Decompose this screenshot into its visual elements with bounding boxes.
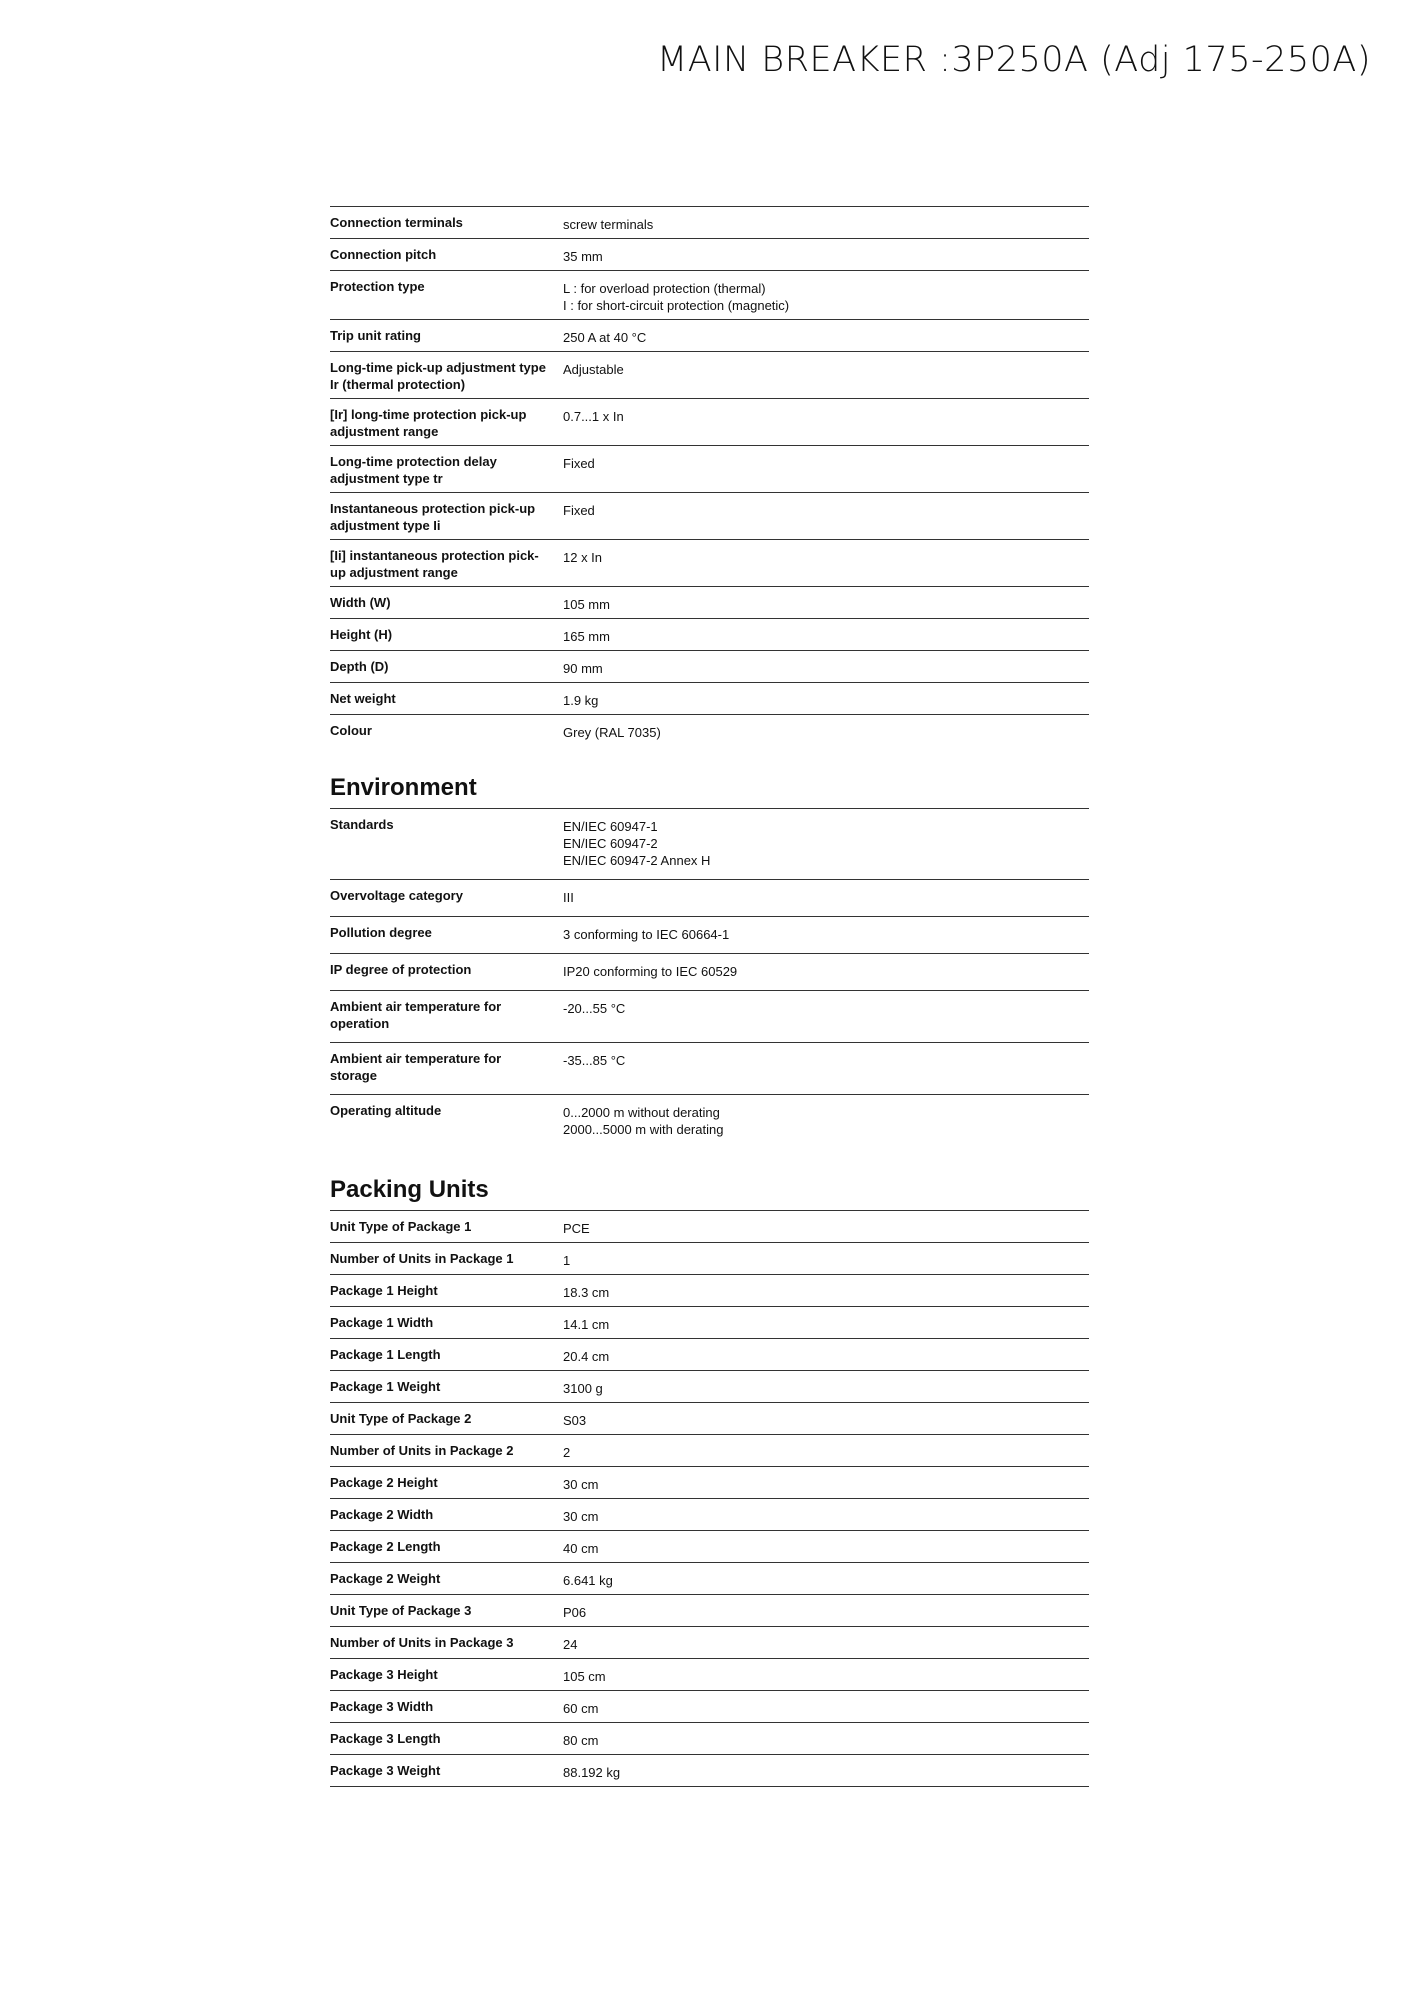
spec-row <box>330 1371 1089 1403</box>
spec-label: Package 1 Height <box>330 1283 438 1298</box>
spec-label: Package 1 Length <box>330 1347 441 1362</box>
spec-value: 14.1 cm <box>563 1317 610 1332</box>
spec-value: 6.641 kg <box>563 1573 613 1588</box>
spec-value: S03 <box>563 1413 587 1428</box>
spec-label: Package 2 Height <box>330 1475 438 1490</box>
spec-label: Package 3 Length <box>330 1731 441 1746</box>
environment-heading: Environment <box>330 774 477 801</box>
spec-value: 30 cm <box>563 1509 599 1524</box>
spec-row <box>330 991 1089 1043</box>
spec-label: Package 3 Width <box>330 1699 434 1714</box>
spec-label: Ambient air temperature for operation <box>330 999 502 1031</box>
spec-label: Long-time pick-up adjustment type Ir (thermal protection) <box>330 360 546 392</box>
spec-row <box>330 1595 1089 1627</box>
spec-label: Unit Type of Package 3 <box>330 1603 472 1618</box>
spec-row <box>330 399 1089 446</box>
spec-value: 1.9 kg <box>563 693 599 708</box>
spec-label: Overvoltage category <box>330 888 463 903</box>
spec-row <box>330 619 1089 651</box>
spec-label: Instantaneous protection pick-up adjustment type Ii <box>330 501 536 533</box>
spec-value: PCE <box>563 1221 590 1236</box>
spec-value: screw terminals <box>563 217 654 232</box>
spec-value: 3 conforming to IEC 60664-1 <box>563 927 730 942</box>
spec-value: 40 cm <box>563 1541 599 1556</box>
spec-label: Package 2 Weight <box>330 1571 441 1586</box>
spec-label: Package 2 Length <box>330 1539 441 1554</box>
spec-row <box>330 1275 1089 1307</box>
spec-value: 0...2000 m without derating 2000...5000 m with derating <box>563 1105 724 1137</box>
spec-label: Operating altitude <box>330 1103 442 1118</box>
spec-value: Grey (RAL 7035) <box>563 725 661 740</box>
spec-row <box>330 917 1089 954</box>
spec-label: Connection pitch <box>330 247 437 262</box>
spec-label: Package 2 Width <box>330 1507 434 1522</box>
environment-spec-table <box>330 808 1089 1148</box>
spec-row <box>330 1531 1089 1563</box>
spec-value: 88.192 kg <box>563 1765 621 1780</box>
spec-value: 12 x In <box>563 550 603 565</box>
spec-value: 3100 g <box>563 1381 603 1396</box>
spec-label: [Ir] long-time protection pick-up adjustment range <box>330 407 527 439</box>
spec-value: EN/IEC 60947-1 EN/IEC 60947-2 EN/IEC 60947-2 Annex H <box>563 819 711 868</box>
spec-label: Pollution degree <box>330 925 432 940</box>
spec-value: 90 mm <box>563 661 603 676</box>
spec-row <box>330 1043 1089 1095</box>
spec-value: Fixed <box>563 456 595 471</box>
spec-value: 30 cm <box>563 1477 599 1492</box>
spec-label: Height (H) <box>330 627 393 642</box>
spec-value: 20.4 cm <box>563 1349 610 1364</box>
general-spec-table <box>330 206 1089 746</box>
packing-units-table <box>330 1210 1089 1787</box>
spec-value: 35 mm <box>563 249 603 264</box>
spec-row <box>330 1563 1089 1595</box>
spec-value: 105 cm <box>563 1669 606 1684</box>
spec-row <box>330 1467 1089 1499</box>
spec-row <box>330 1755 1089 1787</box>
spec-row <box>330 1095 1089 1149</box>
spec-row <box>330 1243 1089 1275</box>
spec-label: Trip unit rating <box>330 328 421 343</box>
spec-label: Width (W) <box>330 595 391 610</box>
spec-row <box>330 954 1089 991</box>
spec-row <box>330 880 1089 917</box>
spec-row <box>330 540 1089 587</box>
spec-row <box>330 1691 1089 1723</box>
spec-row <box>330 715 1089 747</box>
spec-row <box>330 587 1089 619</box>
spec-value: 80 cm <box>563 1733 599 1748</box>
spec-value: 1 <box>563 1253 571 1268</box>
spec-label: Net weight <box>330 691 396 706</box>
spec-row <box>330 320 1089 352</box>
spec-value: -20...55 °C <box>563 1001 626 1016</box>
spec-row <box>330 809 1089 880</box>
spec-value: 18.3 cm <box>563 1285 610 1300</box>
spec-label: Protection type <box>330 279 425 294</box>
spec-sheet <box>330 206 1089 1787</box>
spec-label: IP degree of protection <box>330 962 472 977</box>
spec-value: III <box>563 890 574 905</box>
spec-row <box>330 1339 1089 1371</box>
spec-label: Package 3 Height <box>330 1667 438 1682</box>
spec-label: Package 3 Weight <box>330 1763 441 1778</box>
spec-value: L : for overload protection (thermal) I : for short-circuit protection (magnetic) <box>563 281 790 313</box>
spec-value: 165 mm <box>563 629 610 644</box>
spec-value: 250 A at 40 °C <box>563 330 647 345</box>
spec-value: 2 <box>563 1445 571 1460</box>
spec-label: Number of Units in Package 1 <box>330 1251 514 1266</box>
spec-label: Unit Type of Package 2 <box>330 1411 472 1426</box>
spec-value: P06 <box>563 1605 587 1620</box>
spec-row <box>330 207 1089 239</box>
spec-value: -35...85 °C <box>563 1053 626 1068</box>
spec-row <box>330 1307 1089 1339</box>
spec-row <box>330 446 1089 493</box>
spec-label: Depth (D) <box>330 659 389 674</box>
spec-value: Fixed <box>563 503 595 518</box>
spec-label: Connection terminals <box>330 215 463 230</box>
spec-label: Long-time protection delay adjustment type tr <box>330 454 497 486</box>
spec-row <box>330 493 1089 540</box>
spec-value: Adjustable <box>563 362 624 377</box>
spec-label: Package 1 Width <box>330 1315 434 1330</box>
spec-label: Number of Units in Package 2 <box>330 1443 514 1458</box>
spec-value: IP20 conforming to IEC 60529 <box>563 964 738 979</box>
packing-units-heading: Packing Units <box>330 1176 489 1203</box>
spec-row <box>330 651 1089 683</box>
spec-row <box>330 1403 1089 1435</box>
spec-value: 0.7...1 x In <box>563 409 624 424</box>
spec-row <box>330 352 1089 399</box>
spec-label: Colour <box>330 723 372 738</box>
spec-row <box>330 271 1089 320</box>
spec-label: Unit Type of Package 1 <box>330 1219 472 1234</box>
spec-label: [Ii] instantaneous protection pick-up adjustment range <box>330 548 539 580</box>
spec-row <box>330 239 1089 271</box>
spec-label: Number of Units in Package 3 <box>330 1635 514 1650</box>
spec-row <box>330 1723 1089 1755</box>
spec-row <box>330 1211 1089 1243</box>
spec-row <box>330 1435 1089 1467</box>
spec-row <box>330 1659 1089 1691</box>
spec-row <box>330 1627 1089 1659</box>
spec-label: Ambient air temperature for storage <box>330 1051 502 1083</box>
spec-value: 60 cm <box>563 1701 599 1716</box>
spec-label: Standards <box>330 817 394 832</box>
spec-row <box>330 1499 1089 1531</box>
spec-value: 24 <box>563 1637 578 1652</box>
page-title: MAIN BREAKER :3P250A (Adj 175-250A) <box>657 40 1371 80</box>
spec-value: 105 mm <box>563 597 610 612</box>
spec-label: Package 1 Weight <box>330 1379 441 1394</box>
spec-row <box>330 683 1089 715</box>
